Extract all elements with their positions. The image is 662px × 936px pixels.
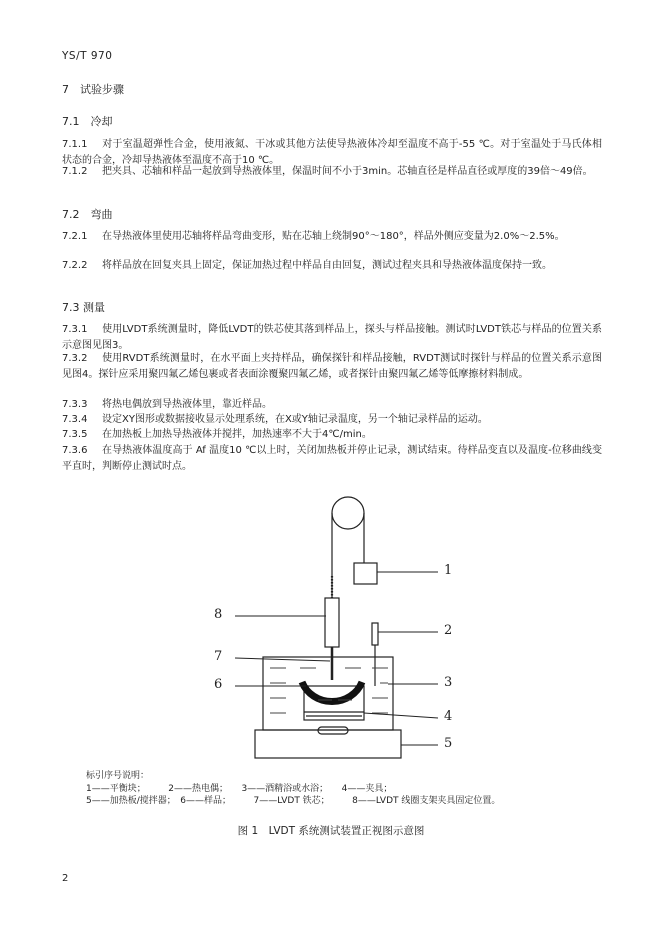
section-7-3-title: 7.3 测量 <box>62 301 105 314</box>
para-text: 使用RVDT系统测量时，在水平面上夹持样品，确保探针和样品接触，RVDT测试时探针与样品的位置关系示意图见图4。探针应采用聚四氟乙烯包裹或者表面涂覆聚四氟乙烯，或者探针由聚四氟乙烯等低摩擦材料制成。 <box>62 353 602 380</box>
figure-label-3: 3 <box>444 675 453 690</box>
para-number: 7.3.5 <box>62 429 88 440</box>
para-text: 将样品放在回复夹具上固定，保证加热过程中样品自由回复，测试过程夹具和导热液体温度保持一致。 <box>102 260 552 271</box>
para-number: 7.3.2 <box>62 353 88 364</box>
para-number: 7.3.4 <box>62 414 88 425</box>
section-7-title: 7 试验步骤 <box>62 83 124 96</box>
figure-label-7: 7 <box>214 649 223 664</box>
para-number: 7.3.1 <box>62 324 88 335</box>
para-text: 对于室温超弹性合金，使用液氮、干冰或其他方法使导热液体冷却至温度不高于-55 ℃。对于室温处于马氏体相状态的合金，冷却导热液体至温度不高于10 ℃。 <box>62 139 602 166</box>
sample-arc <box>302 682 362 702</box>
para-text: 设定XY图形或数据接收显示处理系统，在X或Y轴记录温度，另一个轴记录样品的运动。 <box>102 414 488 425</box>
para-number: 7.3.6 <box>62 445 88 456</box>
para-text: 把夹具、芯轴和样品一起放到导热液体里，保温时间不小于3min。芯轴直径是样品直径或厚度的39倍～49倍。 <box>102 166 593 177</box>
legend-row-2: 5——加热板/搅拌器； 6——样品； 7——LVDT 铁芯； 8——LVDT 线圈支架夹具固定位置。 <box>86 796 501 806</box>
figure-label-5: 5 <box>444 736 453 751</box>
figure-caption: 图 1 LVDT 系统测试装置正视图示意图 <box>237 825 425 837</box>
para-number: 7.1.1 <box>62 139 88 150</box>
standard-code-header: YS/T 970 <box>62 50 113 62</box>
figure-label-4: 4 <box>444 709 453 724</box>
page-number: 2 <box>62 873 69 884</box>
legend-title: 标引序号说明： <box>86 771 150 781</box>
para-text: 使用LVDT系统测量时，降低LVDT的铁芯使其落到样品上，探头与样品接触。测试时LVDT铁芯与样品的位置关系示意图见图3。 <box>62 324 602 351</box>
para-text: 在导热液体里使用芯轴将样品弯曲变形，贴在芯轴上绕制90°～180°，样品外侧应变量为2.0%～2.5%。 <box>102 231 565 242</box>
para-text: 将热电偶放到导热液体里，靠近样品。 <box>102 399 272 410</box>
para-text: 在加热板上加热导热液体并搅拌，加热速率不大于4℃/min。 <box>102 429 372 440</box>
section-7-1-title: 7.1 冷却 <box>62 115 113 128</box>
figure-label-8: 8 <box>214 607 223 622</box>
para-number: 7.3.3 <box>62 399 88 410</box>
figure-label-2: 2 <box>444 623 453 638</box>
thermocouple <box>372 623 378 645</box>
para-number: 7.1.2 <box>62 166 88 177</box>
legend-row-1: 1——平衡块； 2——热电偶； 3——酒精浴或水浴； 4——夹具； <box>86 784 393 794</box>
para-number: 7.2.2 <box>62 260 88 271</box>
figure-label-6: 6 <box>214 677 223 692</box>
counterweight-block <box>354 563 377 584</box>
para-number: 7.2.1 <box>62 231 88 242</box>
liquid-dashes <box>270 668 388 713</box>
lvdt-coil-holder <box>325 598 339 647</box>
section-7-2-title: 7.2 弯曲 <box>62 208 113 221</box>
para-text: 在导热液体温度高于 Af 温度10 ℃以上时，关闭加热板并停止记录，测试结束。待样品变直以及温度-位移曲线变平直时，判断停止测试时点。 <box>62 445 602 472</box>
figure-label-1: 1 <box>444 563 453 578</box>
pulley <box>332 497 364 529</box>
